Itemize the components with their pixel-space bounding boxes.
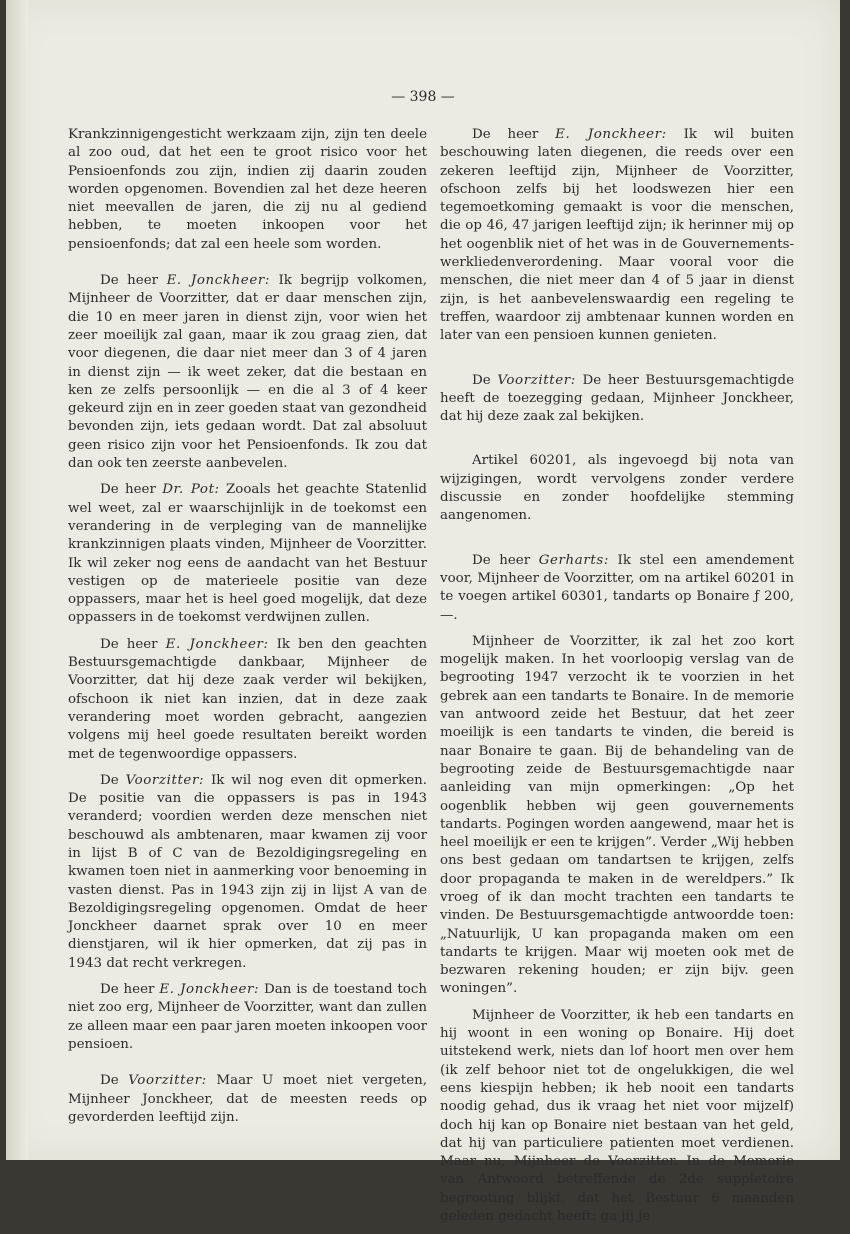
paragraph: De heer E. Jonckheer: Ik wil buiten beschouwing laten diegenen, die reeds over een zekeren leeftijd zijn, Mijnheer de Voorzitter, ofschoon zelfs bij het loodswezen hier een tegemoetkoming gemaakt is voor die menschen, die op 46, 47 jarigen leeftijd zijn; ik herinner mij op het oogenblik niet of het was in de Gouvernements-werkliedenverordening. Maar vooral voor die menschen, die niet meer dan 4 of 5 jaar in dienst zijn, is het aanbevelenswaardig een regeling te treffen, waardoor zij ambtenaar kunnen worden en later van een pensioen kunnen genieten. — [440, 127, 794, 344]
paragraph: Mijnheer de Voorzitter, ik heb een tandarts en hij woont in een woning op Bonaire. Hij doet uitstekend werk, niets dan lof hoort men over hem (ik zelf behoor niet tot de ongelukkigen, die wel eens kiespijn hebben; ik heb nooit een tandarts noodig gehad, dus ik vraag het niet voor mijzelf) doch hij kan op Bonaire niet bestaan van het geld, dat hij van particuliere patienten moet verdienen. Maar nu, Mijnheer de Voorzitter. In de Memorie van Antwoord betreffende de 2de suppletoire begrooting blijkt, dat het Bestuur 6 maanden geleden gedacht heeft: ga jij je — [440, 1007, 794, 1225]
paragraph: Krankzinnigengesticht werkzaam zijn, zijn ten deele al zoo oud, dat het een te groot risico voor het Pensioenfonds zou zijn, indien zij daarin zouden worden opgenomen. Bovendien zal het deze heeren niet meevallen de jaren, die zij nu al gediend hebben, te moeten inkoopen voor het pensioenfonds; dat zal een heele som worden. — [68, 127, 427, 252]
speaker-name: Voorzitter: — [497, 372, 576, 388]
speaker-name: E. Jonckheer: — [159, 982, 260, 998]
paragraph: De heer E. Jonckheer: Ik begrijp volkomen, Mijnheer de Voorzitter, dat er daar menschen zijn, die 10 en meer jaren in dienst zijn, voor wien het zeer moeilijk zal gaan, maar ik zou graag zien, dat voor diegenen, die daar niet meer dan 3 of 4 jaren in dienst zijn — ik weet zeker, dat die bestaan en ken ze zelfs persoonlijk — en die al 3 of 4 keer gekeurd zijn en in zeer goeden staat van gezondheid bevonden zijn, iets gedaan wordt. Dat zal absoluut geen risico zijn voor het Pensioenfonds. Ik zou dat dan ook ten zeerste aanbevelen. — [68, 273, 427, 472]
speaker-name: E. Jonckheer: — [555, 127, 667, 142]
page-number: — 398 — — [391, 89, 455, 105]
paragraph: De heer Dr. Pot: Zooals het geachte Statenlid wel weet, zal er waarschijnlijk in de toekomst een verandering in de verpleging van de mannelijke krankzinnigen plaats vinden, Mijnheer de Voorzitter. Ik wil zeker nog eens de aandacht van het Bestuur vestigen op de materieele positie van deze oppassers, maar het is heel goed mogelijk, dat deze oppassers in de toekomst verdwijnen zullen. — [68, 482, 427, 626]
binding-fold — [6, 0, 28, 1160]
paragraph: Mijnheer de Voorzitter, ik zal het zoo kort mogelijk maken. In het voorloopig verslag van de begrooting 1947 verzocht ik te voorzien in het gebrek aan een tandarts te Bonaire. In de memorie van antwoord zeide het Bestuur, dat het zeer moeilijk is een tandarts te vinden, die bereid is naar Bonaire te gaan. Bij de behandeling van de begrooting zeide de Bestuursgemachtigde naar aanleiding van mijn opmerkingen: „Op het oogenblik hebben wij geen gouvernements tandarts. Pogingen worden aangewend, maar het is heel moeilijk er een te krijgen”. Verder „Wij hebben ons best gedaan om tandartsen te krijgen, zelfs door propaganda te maken in de wereldpers.” Ik vroeg of ik dan mocht trachten een tandarts te vinden. De Bestuursgemachtigde antwoordde toen: „Natuurlijk, U kan propaganda maken om een tandarts te krijgen. Maar wij moeten ook met de bezwaren rekening houden; er zijn bijv. geen woningen”. — [440, 633, 794, 997]
paragraph: De heer E. Jonckheer: Dan is de toestand toch niet zoo erg, Mijnheer de Voorzitter, want dan zullen ze alleen maar een paar jaren moeten inkoopen voor pensioen. — [68, 982, 427, 1052]
paragraph: De heer Gerharts: Ik stel een amendement voor, Mijnheer de Voorzitter, om na artikel 60201 in te voegen artikel 60301, tandarts op Bonaire ƒ 200,—. — [440, 552, 794, 623]
paragraph: Artikel 60201, als ingevoegd bij nota van wijzigingen, wordt vervolgens zonder verdere discussie en zonder hoofdelijke stemming aangenomen. — [440, 453, 794, 524]
speaker-name: Voorzitter: — [128, 1073, 207, 1089]
speaker-name: Dr. Pot: — [162, 482, 220, 498]
speaker-name: Gerharts: — [538, 552, 609, 568]
paragraph: De Voorzitter: De heer Bestuursgemachtigde heeft de toezegging gedaan, Mijnheer Jonckheer, dat hij deze zaak zal bekijken. — [440, 372, 794, 425]
paragraph: De Voorzitter: Ik wil nog even dit opmerken. De positie van die oppassers is pas in 1943 veranderd; voordien werden deze menschen niet beschouwd als ambtenaren, maar kwamen zij voor in lijst B of C van de Bezoldigingsregeling en kwamen toen niet in aanmerking voor benoeming in vasten dienst. Pas in 1943 zijn zij in lijst A van de Bezoldigingsregeling opgenomen. Omdat de heer Jonckheer daarnet sprak over 10 en meer dienstjaren, wil ik hier opmerken, dat zij pas in 1943 dat recht verkregen. — [68, 772, 427, 971]
left-column — [68, 126, 427, 1135]
speaker-name: Voorzitter: — [125, 772, 205, 788]
document-page — [6, 0, 840, 1225]
speaker-name: E. Jonckheer: — [166, 273, 270, 289]
right-column — [440, 126, 794, 1234]
speaker-name: E. Jonckheer: — [165, 636, 269, 652]
paragraph: De Voorzitter: Maar U moet niet vergeten, Mijnheer Jonckheer, dat de meesten reeds op gevorderden leeftijd zijn. — [68, 1073, 427, 1125]
paragraph: De heer E. Jonckheer: Ik ben den geachten Bestuursgemachtigde dankbaar, Mijnheer de Voorzitter, dat hij deze zaak verder wil bekijken, ofschoon ik niet kan inzien, dat in deze zaak verandering moet worden gebracht, aangezien volgens mij heel goede resultaten bereikt worden met de tegenwoordige oppassers. — [68, 636, 427, 762]
